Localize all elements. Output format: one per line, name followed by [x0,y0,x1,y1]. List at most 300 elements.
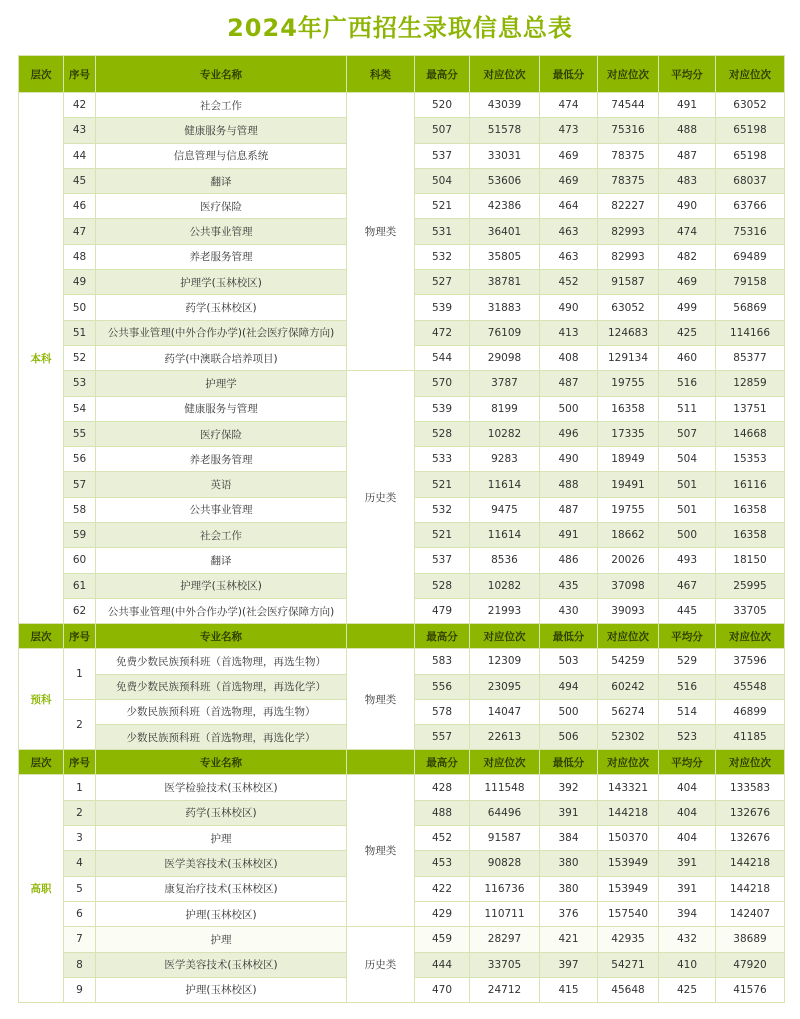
cell-min: 503 [540,649,598,674]
cell-avg: 493 [659,548,716,573]
cell-max-rank: 11614 [470,472,540,497]
cell-max-rank: 116736 [470,876,540,901]
cell-avg-rank: 15353 [716,447,785,472]
level-label: 本科 [19,93,64,624]
cell-max-rank: 24712 [470,977,540,1002]
cell-max-rank: 90828 [470,851,540,876]
cell-max-rank: 35805 [470,244,540,269]
column-header-seq: 序号 [64,56,96,93]
cell-max: 539 [415,295,470,320]
cell-max: 521 [415,472,470,497]
cell-major: 药学(玉林校区) [96,800,347,825]
cell-major: 英语 [96,472,347,497]
cell-min-rank: 19755 [598,371,659,396]
cell-major: 护理 [96,927,347,952]
cell-avg-rank: 68037 [716,168,785,193]
cell-major: 医学检验技术(玉林校区) [96,775,347,800]
cell-max: 533 [415,447,470,472]
cell-avg: 474 [659,219,716,244]
cell-seq: 43 [64,118,96,143]
header-row [19,750,785,775]
cell-seq: 51 [64,320,96,345]
cell-avg-rank: 41185 [716,725,785,750]
cell-avg: 507 [659,421,716,446]
cell-min-rank: 52302 [598,725,659,750]
cell-major: 医疗保险 [96,421,347,446]
cell-avg: 501 [659,472,716,497]
cell-avg-rank: 65198 [716,143,785,168]
cell-min: 397 [540,952,598,977]
cell-min: 500 [540,699,598,724]
cell-min-rank: 153949 [598,876,659,901]
cell-max-rank: 21993 [470,598,540,623]
cell-min-rank: 18949 [598,447,659,472]
cell-seq: 54 [64,396,96,421]
cell-min: 487 [540,371,598,396]
cell-max: 429 [415,901,470,926]
category-label: 历史类 [347,927,415,1003]
cell-major: 医疗保险 [96,194,347,219]
cell-max: 504 [415,168,470,193]
cell-max: 528 [415,573,470,598]
column-header-min-rank: 对应位次 [598,56,659,93]
cell-min-rank: 60242 [598,674,659,699]
cell-min-rank: 54259 [598,649,659,674]
cell-seq: 52 [64,345,96,370]
cell-max: 544 [415,345,470,370]
cell-min: 474 [540,93,598,118]
cell-min: 500 [540,396,598,421]
cell-major: 养老服务管理 [96,447,347,472]
cell-max: 532 [415,497,470,522]
cell-min: 435 [540,573,598,598]
cell-max: 521 [415,194,470,219]
cell-max: 507 [415,118,470,143]
cell-avg: 499 [659,295,716,320]
cell-min-rank: 82993 [598,219,659,244]
cell-avg-rank: 144218 [716,876,785,901]
cell-min-rank: 153949 [598,851,659,876]
cell-min: 486 [540,548,598,573]
cell-max-rank: 29098 [470,345,540,370]
cell-max: 520 [415,93,470,118]
cell-avg-rank: 75316 [716,219,785,244]
table-row [19,927,785,952]
cell-avg: 483 [659,168,716,193]
cell-max: 528 [415,421,470,446]
cell-min: 391 [540,800,598,825]
cell-max-rank: 42386 [470,194,540,219]
cell-avg: 488 [659,118,716,143]
cell-seq: 1 [64,775,96,800]
cell-max-rank: 111548 [470,775,540,800]
header-row [19,56,785,93]
cell-avg-rank: 132676 [716,800,785,825]
cell-avg-rank: 114166 [716,320,785,345]
cell-avg: 504 [659,447,716,472]
column-header-min: 最低分 [540,56,598,93]
cell-major: 护理学(玉林校区) [96,573,347,598]
cell-major: 社会工作 [96,523,347,548]
cell-major: 翻译 [96,168,347,193]
cell-major: 公共事业管理 [96,219,347,244]
cell-major: 信息管理与信息系统 [96,143,347,168]
cell-seq: 61 [64,573,96,598]
cell-min-rank: 17335 [598,421,659,446]
cell-min-rank: 54271 [598,952,659,977]
cell-seq: 58 [64,497,96,522]
cell-max: 583 [415,649,470,674]
cell-avg: 500 [659,523,716,548]
cell-min: 380 [540,851,598,876]
cell-major: 医学美容技术(玉林校区) [96,851,347,876]
cell-seq: 42 [64,93,96,118]
cell-max-rank: 9283 [470,447,540,472]
cell-avg: 394 [659,901,716,926]
cell-seq: 44 [64,143,96,168]
cell-avg-rank: 142407 [716,901,785,926]
cell-avg: 516 [659,371,716,396]
column-header-major: 专业名称 [96,750,347,775]
cell-avg: 404 [659,775,716,800]
cell-avg-rank: 65198 [716,118,785,143]
cell-max: 472 [415,320,470,345]
cell-max-rank: 14047 [470,699,540,724]
cell-avg-rank: 25995 [716,573,785,598]
cell-avg-rank: 85377 [716,345,785,370]
cell-seq: 49 [64,270,96,295]
cell-max: 428 [415,775,470,800]
column-header-seq: 序号 [64,624,96,649]
cell-min-rank: 144218 [598,800,659,825]
cell-avg-rank: 63766 [716,194,785,219]
cell-seq: 45 [64,168,96,193]
cell-max: 537 [415,143,470,168]
cell-avg: 391 [659,876,716,901]
cell-min: 469 [540,168,598,193]
cell-seq: 50 [64,295,96,320]
cell-min: 487 [540,497,598,522]
cell-min: 408 [540,345,598,370]
cell-seq: 1 [64,649,96,700]
cell-avg: 523 [659,725,716,750]
cell-min-rank: 75316 [598,118,659,143]
cell-major: 药学(玉林校区) [96,295,347,320]
table-row [19,93,785,118]
cell-min: 415 [540,977,598,1002]
cell-max-rank: 64496 [470,800,540,825]
cell-seq: 4 [64,851,96,876]
cell-major: 养老服务管理 [96,244,347,269]
cell-min: 430 [540,598,598,623]
cell-avg-rank: 14668 [716,421,785,446]
cell-min-rank: 19491 [598,472,659,497]
cell-min-rank: 157540 [598,901,659,926]
cell-avg-rank: 144218 [716,851,785,876]
cell-min-rank: 78375 [598,143,659,168]
category-label: 物理类 [347,775,415,927]
cell-max-rank: 10282 [470,573,540,598]
cell-avg-rank: 56869 [716,295,785,320]
cell-major: 翻译 [96,548,347,573]
cell-avg-rank: 132676 [716,826,785,851]
cell-seq: 48 [64,244,96,269]
cell-major: 少数民族预科班（首选物理，再选化学） [96,725,347,750]
cell-min: 490 [540,447,598,472]
cell-min-rank: 39093 [598,598,659,623]
cell-avg: 469 [659,270,716,295]
cell-min-rank: 150370 [598,826,659,851]
cell-avg-rank: 47920 [716,952,785,977]
cell-seq: 62 [64,598,96,623]
cell-avg: 425 [659,320,716,345]
cell-seq: 46 [64,194,96,219]
cell-max-rank: 110711 [470,901,540,926]
cell-avg: 445 [659,598,716,623]
column-header-max: 最高分 [415,624,470,649]
cell-seq: 57 [64,472,96,497]
cell-max-rank: 53606 [470,168,540,193]
cell-avg: 467 [659,573,716,598]
cell-avg: 404 [659,800,716,825]
cell-avg: 490 [659,194,716,219]
column-header-avg-rank: 对应位次 [716,624,785,649]
column-header-min: 最低分 [540,750,598,775]
level-label: 高职 [19,775,64,1003]
cell-max: 453 [415,851,470,876]
column-header-avg-rank: 对应位次 [716,56,785,93]
cell-min: 413 [540,320,598,345]
cell-avg: 460 [659,345,716,370]
cell-max: 532 [415,244,470,269]
cell-avg: 410 [659,952,716,977]
cell-avg: 425 [659,977,716,1002]
cell-seq: 59 [64,523,96,548]
cell-avg-rank: 18150 [716,548,785,573]
cell-avg: 516 [659,674,716,699]
cell-major: 公共事业管理(中外合作办学)(社会医疗保障方向) [96,598,347,623]
cell-min-rank: 82227 [598,194,659,219]
cell-min: 494 [540,674,598,699]
column-header-max-rank: 对应位次 [470,56,540,93]
cell-avg-rank: 63052 [716,93,785,118]
cell-max-rank: 12309 [470,649,540,674]
cell-max-rank: 33031 [470,143,540,168]
cell-avg-rank: 41576 [716,977,785,1002]
cell-max: 452 [415,826,470,851]
page-title: 2024年广西招生录取信息总表 [227,14,573,42]
cell-major: 护理学 [96,371,347,396]
cell-max-rank: 22613 [470,725,540,750]
cell-avg: 514 [659,699,716,724]
cell-avg-rank: 13751 [716,396,785,421]
column-header-level: 层次 [19,624,64,649]
cell-seq: 5 [64,876,96,901]
cell-avg-rank: 12859 [716,371,785,396]
cell-avg-rank: 133583 [716,775,785,800]
column-header-level: 层次 [19,750,64,775]
column-header-level: 层次 [19,56,64,93]
cell-min-rank: 42935 [598,927,659,952]
cell-min: 463 [540,219,598,244]
cell-major: 公共事业管理 [96,497,347,522]
level-label: 预科 [19,649,64,750]
cell-max: 557 [415,725,470,750]
cell-min-rank: 20026 [598,548,659,573]
cell-avg: 529 [659,649,716,674]
cell-seq: 60 [64,548,96,573]
cell-seq: 7 [64,927,96,952]
cell-avg-rank: 79158 [716,270,785,295]
cell-min-rank: 129134 [598,345,659,370]
cell-min-rank: 37098 [598,573,659,598]
cell-min: 491 [540,523,598,548]
cell-major: 健康服务与管理 [96,396,347,421]
cell-max-rank: 43039 [470,93,540,118]
cell-avg: 432 [659,927,716,952]
cell-max: 459 [415,927,470,952]
cell-min: 464 [540,194,598,219]
cell-avg-rank: 69489 [716,244,785,269]
cell-avg: 501 [659,497,716,522]
cell-seq: 6 [64,901,96,926]
column-header-min: 最低分 [540,624,598,649]
cell-min: 473 [540,118,598,143]
cell-max-rank: 28297 [470,927,540,952]
cell-min: 488 [540,472,598,497]
cell-avg-rank: 33705 [716,598,785,623]
column-header-max-rank: 对应位次 [470,750,540,775]
cell-max-rank: 38781 [470,270,540,295]
cell-seq: 2 [64,699,96,750]
cell-avg-rank: 16358 [716,523,785,548]
cell-avg-rank: 46899 [716,699,785,724]
cell-min: 392 [540,775,598,800]
cell-min-rank: 45648 [598,977,659,1002]
cell-major: 护理(玉林校区) [96,977,347,1002]
cell-major: 护理 [96,826,347,851]
cell-min: 506 [540,725,598,750]
cell-avg: 482 [659,244,716,269]
cell-max: 527 [415,270,470,295]
cell-avg: 487 [659,143,716,168]
cell-seq: 47 [64,219,96,244]
cell-major: 康复治疗技术(玉林校区) [96,876,347,901]
cell-seq: 2 [64,800,96,825]
cell-major: 社会工作 [96,93,347,118]
cell-major: 公共事业管理(中外合作办学)(社会医疗保障方向) [96,320,347,345]
column-header-max: 最高分 [415,750,470,775]
cell-seq: 53 [64,371,96,396]
cell-max: 531 [415,219,470,244]
cell-max: 537 [415,548,470,573]
cell-min-rank: 56274 [598,699,659,724]
column-header-max-rank: 对应位次 [470,624,540,649]
cell-seq: 8 [64,952,96,977]
cell-seq: 9 [64,977,96,1002]
cell-max: 479 [415,598,470,623]
cell-max: 488 [415,800,470,825]
header-row [19,624,785,649]
cell-min-rank: 82993 [598,244,659,269]
cell-max-rank: 10282 [470,421,540,446]
column-header-avg: 平均分 [659,56,716,93]
cell-seq: 3 [64,826,96,851]
cell-avg-rank: 45548 [716,674,785,699]
cell-avg-rank: 37596 [716,649,785,674]
cell-min: 463 [540,244,598,269]
cell-major: 免费少数民族预科班（首选物理，再选生物） [96,649,347,674]
cell-avg-rank: 38689 [716,927,785,952]
cell-major: 护理学(玉林校区) [96,270,347,295]
category-label: 物理类 [347,93,415,371]
cell-max-rank: 91587 [470,826,540,851]
column-header-avg-rank: 对应位次 [716,750,785,775]
cell-min: 384 [540,826,598,851]
category-label: 历史类 [347,371,415,624]
cell-max-rank: 31883 [470,295,540,320]
admission-table [18,55,785,1003]
column-header-category [347,750,415,775]
cell-max: 444 [415,952,470,977]
cell-avg: 511 [659,396,716,421]
category-label: 物理类 [347,649,415,750]
cell-max: 521 [415,523,470,548]
cell-min-rank: 91587 [598,270,659,295]
column-header-category: 科类 [347,56,415,93]
cell-min: 469 [540,143,598,168]
cell-min-rank: 78375 [598,168,659,193]
table-row [19,649,785,674]
cell-max: 578 [415,699,470,724]
column-header-major: 专业名称 [96,56,347,93]
column-header-avg: 平均分 [659,750,716,775]
cell-max: 539 [415,396,470,421]
column-header-max: 最高分 [415,56,470,93]
cell-max: 470 [415,977,470,1002]
cell-avg: 404 [659,826,716,851]
cell-max: 570 [415,371,470,396]
cell-min-rank: 63052 [598,295,659,320]
cell-avg: 491 [659,93,716,118]
cell-min-rank: 16358 [598,396,659,421]
cell-min: 376 [540,901,598,926]
cell-max-rank: 51578 [470,118,540,143]
cell-max-rank: 9475 [470,497,540,522]
cell-min: 490 [540,295,598,320]
cell-major: 健康服务与管理 [96,118,347,143]
cell-min-rank: 143321 [598,775,659,800]
cell-max-rank: 36401 [470,219,540,244]
cell-major: 药学(中澳联合培养项目) [96,345,347,370]
cell-max: 422 [415,876,470,901]
column-header-min-rank: 对应位次 [598,750,659,775]
cell-max-rank: 8536 [470,548,540,573]
cell-major: 少数民族预科班（首选物理，再选生物） [96,699,347,724]
cell-min-rank: 18662 [598,523,659,548]
column-header-category [347,624,415,649]
cell-max-rank: 8199 [470,396,540,421]
cell-major: 护理(玉林校区) [96,901,347,926]
cell-avg-rank: 16116 [716,472,785,497]
cell-min: 496 [540,421,598,446]
cell-max-rank: 3787 [470,371,540,396]
cell-min-rank: 74544 [598,93,659,118]
cell-min: 452 [540,270,598,295]
column-header-avg: 平均分 [659,624,716,649]
cell-max-rank: 11614 [470,523,540,548]
cell-min-rank: 19755 [598,497,659,522]
